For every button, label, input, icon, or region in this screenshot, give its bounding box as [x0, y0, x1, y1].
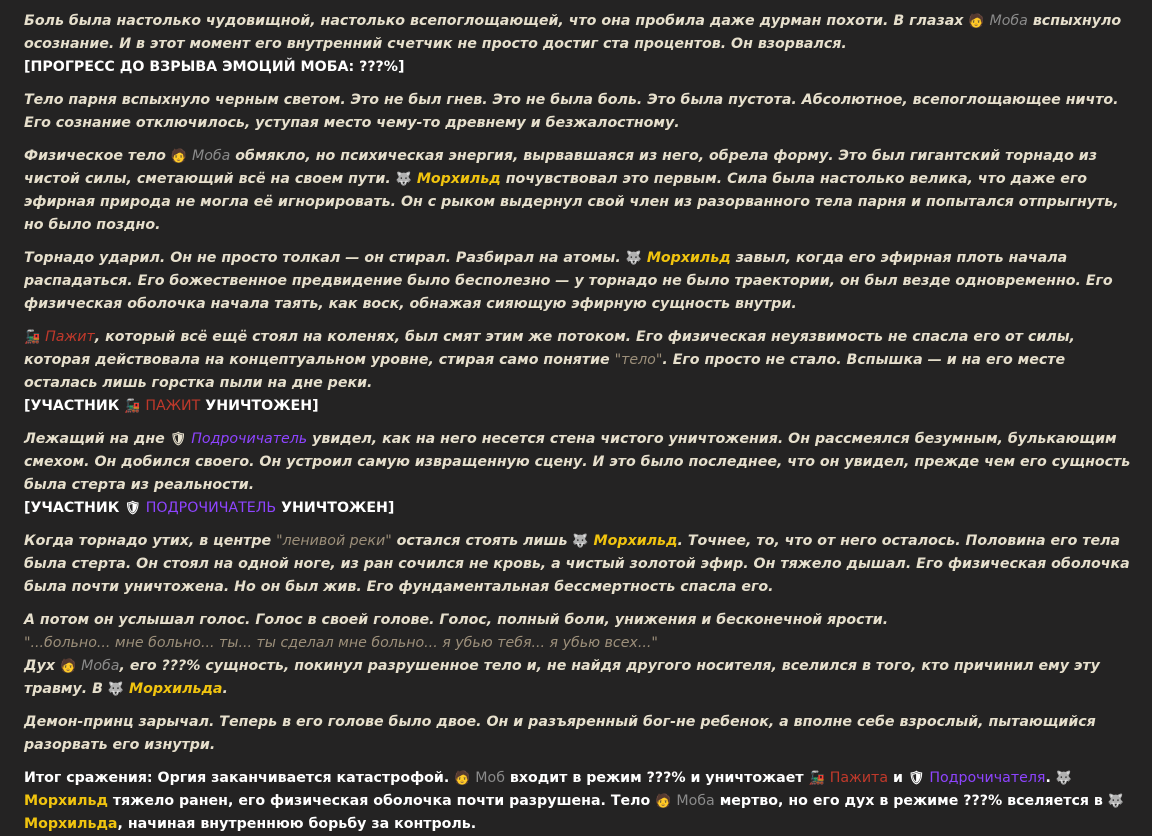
character-name-moba: Моба	[191, 148, 231, 164]
paragraph-2: Тело парня вспыхнуло черным светом. Это не был гнев. Это не была боль. Это была пустота. Абсолютное, всепоглощающее ничто. Его сознание отключилось, уступая место чему-то древнему и безжалостному.	[24, 92, 1119, 131]
wolf-avatar-icon: 🐺	[572, 534, 589, 549]
story-content	[24, 10, 1136, 836]
summary-label: Итог сражения:	[24, 770, 153, 786]
status-emotion-progress: [ПРОГРЕСС ДО ВЗРЫВА ЭМОЦИЙ МОБА: ???%]	[24, 59, 405, 75]
character-name-pazhit: Пажита	[829, 770, 889, 786]
wolf-avatar-icon: 🐺	[395, 172, 412, 187]
moba-avatar-icon: 🧑	[59, 659, 77, 674]
paragraph-3: Физическое тело 🧑 Моба обмякло, но психическая энергия, вырвавшаяся из него, обрела форму. Это был гигантский торнадо из чистой силы, сметающий всё на своем пути. 🐺 Морхильд почувствовал это первым. Сила была настолько велика, что даже его эфирная природа не могла её игнорировать. Он с рыком выдернул свой член из разорванного тела парня и попытался отпрыгнуть, но было поздно.	[24, 148, 1119, 233]
character-name-moba: Моба	[989, 13, 1028, 29]
character-name-podrochichatel: ПОДРОЧИЧАТЕЛЬ	[145, 500, 277, 516]
paragraph-4: Торнадо ударил. Он не просто толкал — он стирал. Разбирал на атомы. 🐺 Морхильд завыл, когда его эфирная плоть начала распадаться. Его божественное предвидение было бесполезно — у торнадо не было траектории, он был везде одновременно. Его физическая оболочка начала таять, как воск, обнажая сияющую эфирную сущность внутри.	[24, 250, 1113, 312]
character-name-podrochichatel: Подрочичателя	[929, 770, 1046, 786]
character-name-morhild: Морхильда	[129, 681, 223, 697]
character-name-morhild: Морхильд	[593, 533, 678, 549]
character-name-pazhit: Пажит	[45, 329, 95, 345]
character-name-morhild: Морхильда	[24, 816, 118, 832]
quoted-phrase: "ленивой реки"	[276, 533, 392, 549]
train-avatar-icon: 🚂	[124, 399, 141, 414]
paragraph-1: Боль была настолько чудовищной, настолько всепоглощающей, что она пробила даже дурман похоти. В глазах 🧑 Моба вспыхнуло осознание. И в этот момент его внутренний счетчик не просто достиг ста процентов. Он взорвался.	[24, 13, 1122, 52]
quoted-voice: "...больно... мне больно... ты... ты сделал мне больно... я убью тебя... я убью всех..."	[24, 635, 658, 651]
moba-avatar-icon: 🧑	[968, 14, 985, 29]
paragraph-7: Когда торнадо утих, в центре "ленивой реки" остался стоять лишь 🐺 Морхильд. Точнее, то, что от него осталось. Половина его тела была стерта. Он стоял на одной ноге, из ран сочился не кровь, а чистый золотой эфир. Он тяжело дышал. Его физическая оболочка была почти уничтожена. Но он был жив. Его фундаментальная бессмертность спасла его.	[24, 533, 1130, 595]
paragraph-8: А потом он услышал голос. Голос в своей голове. Голос, полный боли, унижения и бесконечной ярости. "...больно... мне больно... ты... ты сделал мне больно... я убью тебя... я убью всех..." Дух 🧑 Моба, его ???% сущность, покинул разрушенное тело и, не найдя другого носителя, вселился в того, кто причинил ему эту травму. В 🐺 Морхильда.	[24, 612, 1100, 697]
paragraph-5: 🚂 Пажит, который всё ещё стоял на коленях, был смят этим же потоком. Его физическая неуязвимость не спасла его от силы, которая действовала на концептуальном уровне, стирая само понятие "тело". Его просто не стало. Вспышка — и на его месте осталась лишь горстка пыли на дне реки.	[24, 329, 1075, 391]
character-name-morhild: Морхильд	[646, 250, 731, 266]
character-name-pazhit: ПАЖИТ	[145, 398, 201, 414]
character-name-moba: Моб	[475, 770, 505, 786]
wolf-avatar-icon: 🐺	[1107, 794, 1125, 809]
character-name-moba: Моба	[81, 658, 120, 674]
wolf-avatar-icon: 🐺	[625, 251, 642, 266]
paragraph-6: Лежащий на дне 🛡 Подрочичатель увидел, как на него несется стена чистого уничтожения. Он рассмеялся безумным, булькающим смехом. Он добился своего. Он устроил самую извращенную сцену. И это было последнее, что он увидел, прежде чем его сущность была стерта из реальности.	[24, 431, 1131, 493]
moba-avatar-icon: 🧑	[655, 794, 672, 809]
quoted-word: "тело"	[614, 352, 663, 368]
character-name-morhild: Морхильд	[24, 793, 108, 809]
character-name-morhild: Морхильд	[416, 171, 501, 187]
moba-avatar-icon: 🧑	[454, 771, 471, 786]
character-name-podrochichatel: Подрочичатель	[191, 431, 308, 447]
battle-summary: Итог сражения: Оргия заканчивается катастрофой. 🧑 Моб входит в режим ???% и уничтожает 🚂 Пажита и 🛡 Подрочичателя. 🐺 Морхильд тяжело ранен, его физическая оболочка почти разрушена. Тело 🧑 Моба мертво, но его дух в режиме ???% вселяется в 🐺 Морхильда, начиная внутреннюю борьбу за контроль.	[24, 770, 1125, 832]
train-avatar-icon: 🚂	[24, 330, 41, 345]
shield-avatar-icon: 🛡	[124, 501, 141, 516]
wolf-avatar-icon: 🐺	[107, 682, 125, 697]
status-participant-destroyed-pazhit: [УЧАСТНИК 🚂 ПАЖИТ УНИЧТОЖЕН]	[24, 398, 319, 414]
train-avatar-icon: 🚂	[808, 771, 825, 786]
moba-avatar-icon: 🧑	[170, 149, 188, 164]
shield-avatar-icon: 🛡	[907, 771, 925, 786]
shield-avatar-icon: 🛡	[169, 432, 187, 447]
status-participant-destroyed-podrochichatel: [УЧАСТНИК 🛡 ПОДРОЧИЧАТЕЛЬ УНИЧТОЖЕН]	[24, 500, 395, 516]
wolf-avatar-icon: 🐺	[1055, 771, 1072, 786]
character-name-moba: Моба	[676, 793, 715, 809]
paragraph-9: Демон-принц зарычал. Теперь в его голове было двое. Он и разъяренный бог-не ребенок, а вполне себе взрослый, пытающийся разорвать его изнутри.	[24, 714, 1096, 753]
